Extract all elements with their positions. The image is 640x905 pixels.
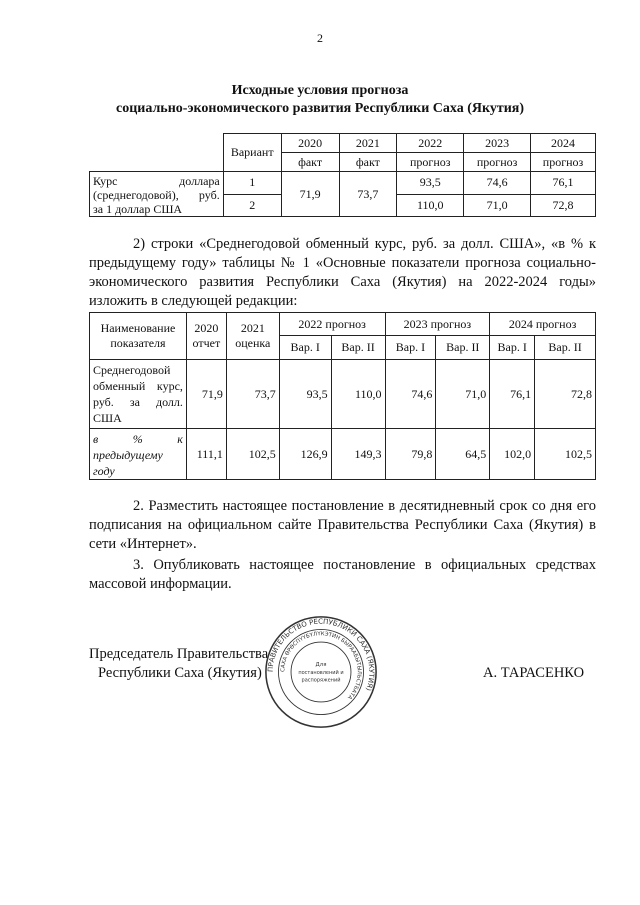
value-2021: 73,7 <box>339 172 397 217</box>
official-seal <box>263 614 379 730</box>
type-2020: факт <box>281 153 339 172</box>
year-2022: 2022 <box>397 134 464 153</box>
year-2024: 2024 <box>531 134 596 153</box>
value-2022-v1: 93,5 <box>397 172 464 195</box>
header-indicator-name: Наименование показателя <box>90 313 187 360</box>
table-header-row <box>90 134 596 153</box>
year-2021: 2021 <box>339 134 397 153</box>
value-2023-v2: 71,0 <box>464 194 531 217</box>
cell-value: 79,8 <box>385 429 436 480</box>
title-line-1: Исходные условия прогноза <box>231 83 409 98</box>
svg-text:ПРАВИТЕЛЬСТВО РЕСПУБЛИКИ САХА: ПРАВИТЕЛЬСТВО РЕСПУБЛИКИ САХА (ЯКУТИЯ) <box>266 617 376 692</box>
seal-center-line-1: Для <box>315 662 327 669</box>
header-2023-var1: Вар. I <box>385 336 436 360</box>
page-number: 2 <box>317 31 323 45</box>
paragraph-publish-media: 3. Опубликовать настоящее постановление в официальных средствах массовой информации. <box>89 557 596 592</box>
header-2024-var1: Вар. I <box>490 336 535 360</box>
cell-value: 110,0 <box>331 360 385 429</box>
header-2020: 2020 отчет <box>186 313 226 360</box>
header-2023-forecast: 2023 прогноз <box>385 313 490 336</box>
empty-corner-cell <box>90 134 224 172</box>
value-2024-v2: 72,8 <box>531 194 596 217</box>
year-2023: 2023 <box>464 134 531 153</box>
cell-value: 102,5 <box>535 429 596 480</box>
seal-center-line-3: распоряжений <box>301 677 341 684</box>
cell-value: 126,9 <box>279 429 331 480</box>
value-2024-v1: 76,1 <box>531 172 596 195</box>
table-row <box>90 360 596 429</box>
title-line-2: социально-экономического развития Республики Саха (Якутия) <box>115 101 525 116</box>
signatory-name: А. ТАРАСЕНКО <box>483 665 585 681</box>
row-label-exchange-rate: Среднегодовой обменный курс, руб. за долл. США <box>90 360 187 429</box>
row-label-percent-prev-year: в % к предыдущему году <box>90 429 187 480</box>
variant-header: Вариант <box>223 134 281 172</box>
header-2024-forecast: 2024 прогноз <box>490 313 596 336</box>
header-2023-var2: Вар. II <box>436 336 490 360</box>
paragraph-publish-site: 2. Разместить настоящее постановление в десятидневный срок со дня его подписания на официальном сайте Правительства Республики Саха (Якутия) в сети «Интернет». <box>89 498 596 552</box>
cell-value: 111,1 <box>186 429 226 480</box>
variant-1: 1 <box>223 172 281 195</box>
table-row <box>90 429 596 480</box>
indicators-table <box>89 312 596 480</box>
variant-2: 2 <box>223 194 281 217</box>
value-2020: 71,9 <box>281 172 339 217</box>
header-2022-var1: Вар. I <box>279 336 331 360</box>
forecast-conditions-table <box>89 133 596 217</box>
cell-value: 102,5 <box>226 429 279 480</box>
signatory-position: Председатель Правительства Республики Саха (Якутия) <box>89 646 269 681</box>
cell-value: 64,5 <box>436 429 490 480</box>
row-label-dollar-rate: Курс доллара (среднегодовой), руб. за 1 доллар США <box>90 172 224 217</box>
seal-center-line-2: постановлений и <box>298 669 344 676</box>
amendment-paragraph: 2) строки «Среднегодовой обменный курс, руб. за долл. США», «в % к предыдущему году» таблицы № 1 «Основные показатели прогноза социально-экономического развития Республики Саха (Якутия) на 2022-2024 годы» изложить в следующей редакции: <box>89 236 596 309</box>
header-2022-var2: Вар. II <box>331 336 385 360</box>
value-2023-v1: 74,6 <box>464 172 531 195</box>
cell-value: 71,0 <box>436 360 490 429</box>
type-2022: прогноз <box>397 153 464 172</box>
value-2022-v2: 110,0 <box>397 194 464 217</box>
year-2020: 2020 <box>281 134 339 153</box>
cell-value: 72,8 <box>535 360 596 429</box>
cell-value: 73,7 <box>226 360 279 429</box>
type-2021: факт <box>339 153 397 172</box>
table-row <box>90 172 596 195</box>
document-title <box>0 82 640 118</box>
header-2021: 2021 оценка <box>226 313 279 360</box>
svg-text:САХА ӨРӨСПҮҮБҮЛҮКЭТИН БЫРААБЫТ: САХА ӨРӨСПҮҮБҮЛҮКЭТИН БЫРААБЫТЫЛЬСТБАТА <box>280 631 362 701</box>
header-2024-var2: Вар. II <box>535 336 596 360</box>
table-header-row <box>90 313 596 336</box>
header-2022-forecast: 2022 прогноз <box>279 313 385 336</box>
cell-value: 71,9 <box>186 360 226 429</box>
type-2024: прогноз <box>531 153 596 172</box>
cell-value: 74,6 <box>385 360 436 429</box>
cell-value: 93,5 <box>279 360 331 429</box>
cell-value: 102,0 <box>490 429 535 480</box>
cell-value: 76,1 <box>490 360 535 429</box>
type-2023: прогноз <box>464 153 531 172</box>
cell-value: 149,3 <box>331 429 385 480</box>
